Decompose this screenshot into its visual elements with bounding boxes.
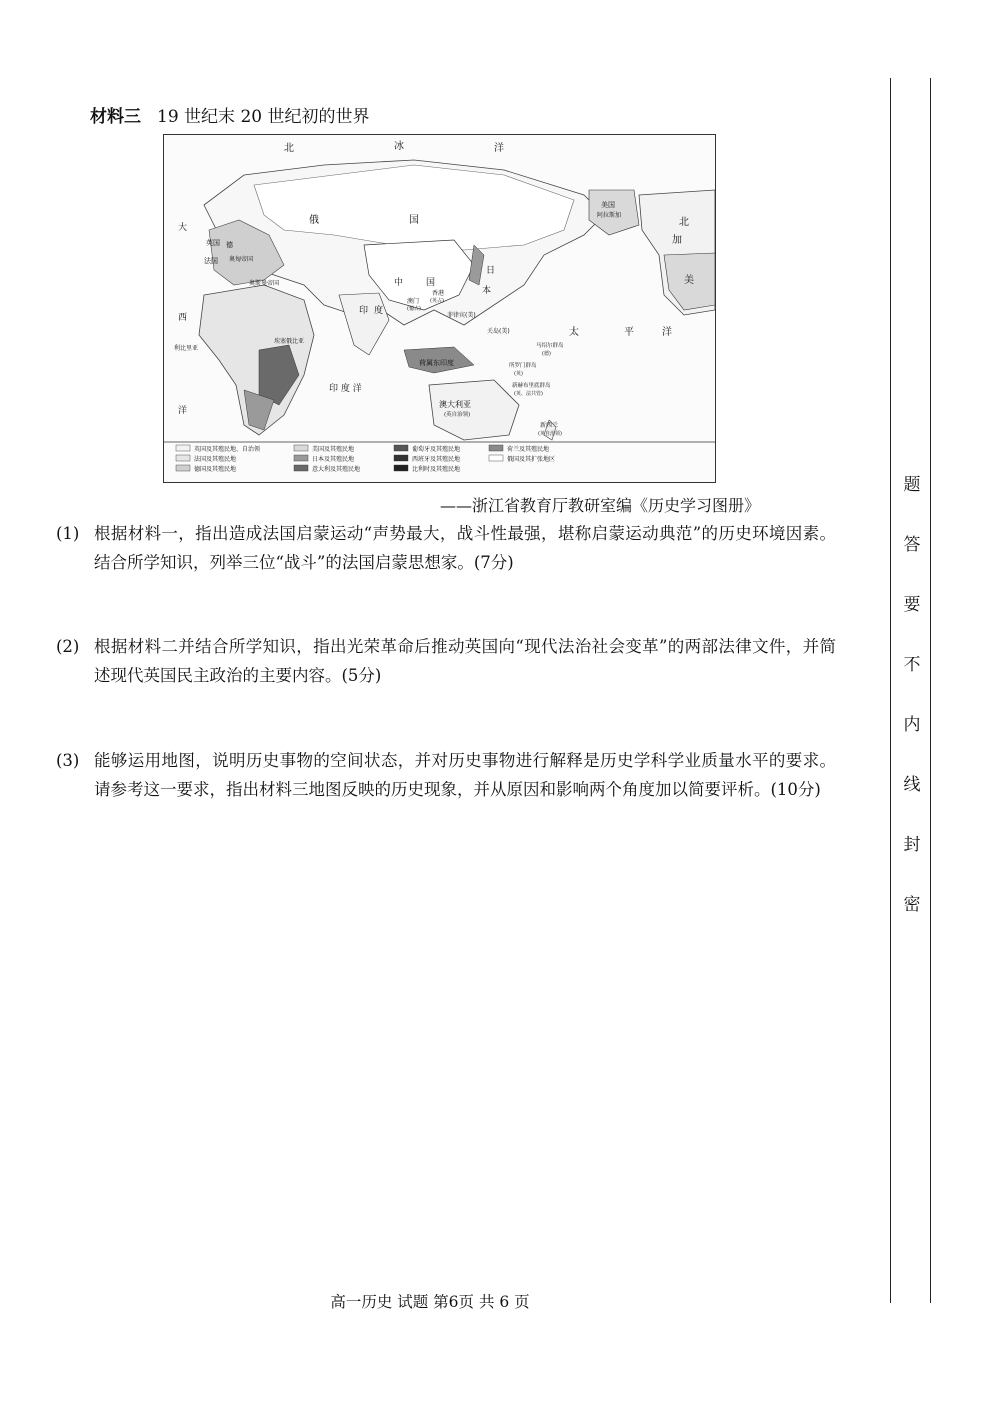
- map-label-indian-ocean: 印 度 洋: [329, 384, 362, 394]
- map-label-macau-sub: (葡占): [407, 306, 421, 312]
- map-label-arctic-2: 冰: [394, 141, 404, 152]
- map-label-austria: 奥匈帝国: [229, 256, 254, 263]
- map-label-ottoman: 奥斯曼帝国: [249, 280, 280, 287]
- map-label-india-2: 度: [374, 306, 384, 316]
- question-1-text: 根据材料一，指出造成法国启蒙运动“声势最大，战斗性最强，堪称启蒙运动典范”的历史环境因素。结合所学知识，列举三位“战斗”的法国启蒙思想家。(7分): [94, 524, 836, 572]
- map-label-pacific-2: 平: [624, 327, 634, 338]
- legend-label: 日本及其殖民地: [312, 456, 355, 463]
- map-label-alaska: 阿拉斯加: [597, 212, 622, 219]
- map-label-dutch-east-indies: 荷属东印度: [419, 359, 454, 367]
- seal-char-5: 内: [903, 715, 921, 735]
- map-label-macau: 澳门: [407, 298, 420, 305]
- map-label-liberia: 利比里亚: [174, 345, 199, 352]
- map-label-atlantic-west: 西: [178, 313, 188, 323]
- map-label-india-1: 印: [359, 306, 369, 316]
- question-2: [56, 632, 836, 690]
- map-label-new-zealand-sub: (英自治领): [538, 431, 562, 437]
- map-label-new-hebrides-sub: (英、法共管): [514, 391, 543, 397]
- material-3-title: 19 世纪末 20 世纪初的世界: [157, 107, 370, 127]
- world-map-svg: [164, 135, 715, 482]
- map-label-philippines: 菲律宾(美): [447, 312, 476, 319]
- legend-swatch: [489, 455, 503, 461]
- seal-line-left: [890, 78, 891, 1303]
- map-label-na-2: 加: [672, 235, 682, 246]
- map-label-germany: 德: [226, 241, 233, 249]
- legend-swatch: [394, 455, 408, 461]
- map-label-china-2: 国: [426, 278, 436, 288]
- legend-label: 意大利及其殖民地: [312, 466, 361, 473]
- map-label-hongkong-sub: (英占): [430, 298, 444, 304]
- material-3-heading: [90, 102, 369, 127]
- map-label-pacific-1: 太: [569, 327, 579, 338]
- legend-label: 西班牙及其殖民地: [412, 456, 461, 463]
- seal-char-4: 不: [903, 655, 921, 675]
- legend-swatch: [294, 445, 308, 451]
- legend-label: 德国及其殖民地: [194, 466, 237, 473]
- map-label-solomon: 所罗门群岛: [509, 363, 537, 369]
- question-3-number: (3): [56, 751, 80, 770]
- legend-label: 荷兰及其殖民地: [507, 446, 550, 453]
- source-citation: ——浙江省教育厅教研室编《历史学习图册》: [440, 496, 761, 515]
- legend-swatch: [394, 465, 408, 471]
- map-label-atlantic-yang: 洋: [178, 406, 188, 416]
- legend-swatch: [294, 465, 308, 471]
- map-label-ethiopia: 埃塞俄比亚: [274, 338, 305, 345]
- question-2-text: 根据材料二并结合所学知识，指出光荣革命后推动英国向“现代法治社会变革”的两部法律文件，并简述现代英国民主政治的主要内容。(5分): [94, 637, 836, 685]
- legend-label: 比利时及其殖民地: [412, 466, 461, 473]
- seal-warning-text: [902, 470, 922, 950]
- map-legend: [176, 445, 555, 473]
- map-label-australia: 澳大利亚: [439, 400, 471, 409]
- seal-char-7: 封: [903, 835, 921, 855]
- map-label-us-alaska: 美国: [601, 201, 615, 209]
- seal-line-right: [930, 78, 931, 1303]
- legend-label: 美国及其殖民地: [312, 446, 355, 453]
- seal-char-8: 密: [903, 895, 921, 915]
- question-3-text: 能够运用地图，说明历史事物的空间状态，并对历史事物进行解释是历史学科学业质量水平的要求。请参考这一要求，指出材料三地图反映的历史现象，并从原因和影响两个角度加以简要评析。(10分): [94, 751, 836, 799]
- map-label-japan-1: 日: [486, 266, 496, 276]
- page-footer: 高一历史 试题 第6页 共 6 页: [330, 1293, 530, 1311]
- question-2-number: (2): [56, 637, 80, 656]
- seal-char-2: 答: [903, 535, 921, 555]
- seal-char-3: 要: [903, 595, 921, 615]
- question-1: [56, 519, 836, 577]
- map-label-arctic-1: 北: [284, 143, 294, 154]
- india-region: [339, 293, 389, 355]
- map-label-china-1: 中: [394, 278, 404, 288]
- map-label-new-hebrides: 新赫布里底群岛: [512, 383, 551, 389]
- map-label-marshall: 马绍尔群岛: [536, 343, 564, 349]
- map-label-marshall-sub: (德): [542, 351, 551, 357]
- question-1-number: (1): [56, 524, 80, 543]
- question-3: [56, 746, 836, 804]
- map-label-britain: 英国: [206, 239, 220, 247]
- map-label-russia-2: 国: [409, 215, 419, 226]
- legend-label: 俄国及其扩张地区: [507, 456, 556, 463]
- map-label-japan-2: 本: [482, 286, 492, 296]
- map-label-russia-1: 俄: [309, 215, 319, 226]
- material-3-label: 材料三: [90, 107, 141, 127]
- legend-swatch: [489, 445, 503, 451]
- legend-label: 法国及其殖民地: [194, 456, 237, 463]
- world-map-figure: [163, 134, 716, 483]
- map-label-na-1: 北: [679, 217, 689, 228]
- legend-swatch: [294, 455, 308, 461]
- map-label-arctic-3: 洋: [494, 143, 504, 154]
- seal-char-6: 线: [903, 775, 921, 795]
- map-label-france: 法国: [204, 257, 218, 265]
- map-label-hongkong: 香港: [432, 290, 445, 297]
- map-label-solomon-sub: (英): [514, 371, 523, 377]
- map-label-na-3: 美: [684, 275, 694, 286]
- map-label-atlantic-big: 大: [178, 223, 188, 233]
- map-label-australia-sub: (英自治领): [444, 412, 471, 418]
- map-label-pacific-3: 洋: [662, 327, 672, 338]
- legend-label: 英国及其殖民地、自治领: [194, 446, 261, 453]
- legend-swatch: [176, 455, 190, 461]
- seal-char-1: 题: [903, 475, 921, 495]
- australia-landmass: [429, 380, 519, 440]
- map-label-guam: 关岛(美): [487, 328, 510, 335]
- map-label-new-zealand: 新西兰: [540, 422, 559, 429]
- legend-swatch: [176, 465, 190, 471]
- legend-label: 葡萄牙及其殖民地: [412, 446, 461, 453]
- legend-swatch: [394, 445, 408, 451]
- legend-swatch: [176, 445, 190, 451]
